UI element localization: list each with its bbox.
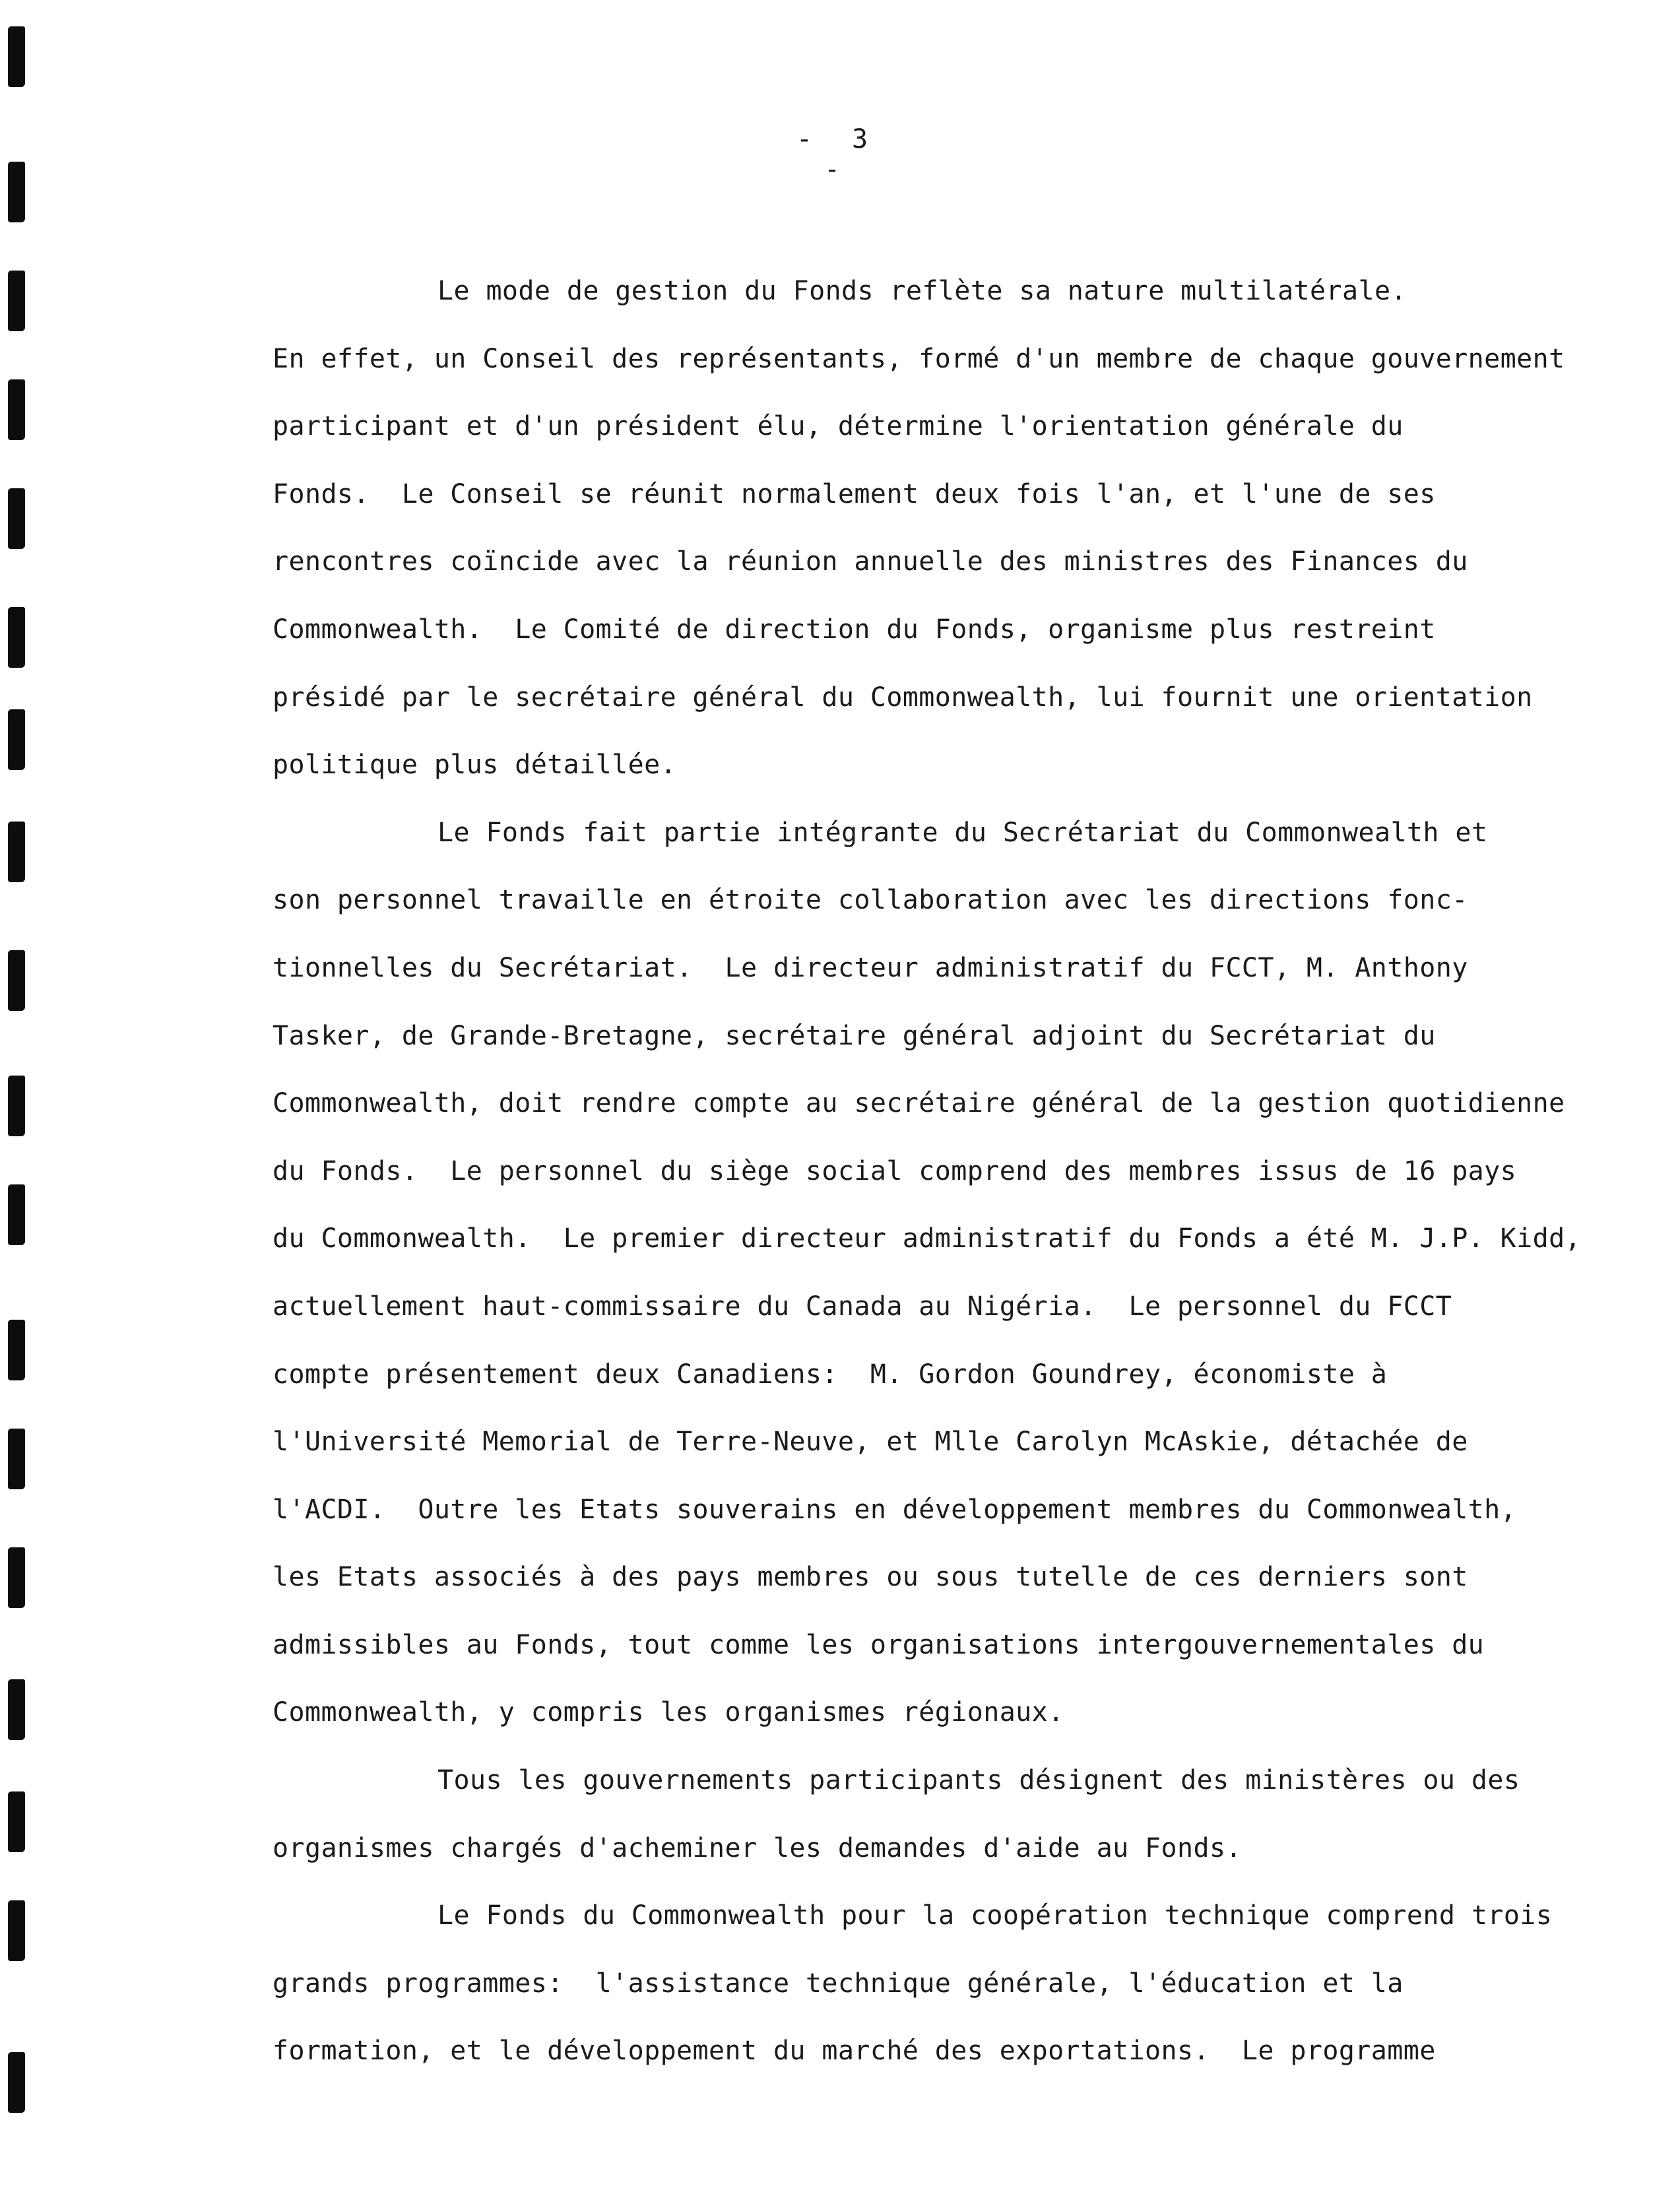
text-line: formation, et le développement du marché des exportations. Le programme (273, 2036, 1436, 2067)
text-line: rencontres coïncide avec la réunion annuelle des ministres des Finances du (273, 546, 1468, 577)
binding-hole-mark (8, 1184, 25, 1245)
text-line: admissibles au Fonds, tout comme les organisations intergouvernementales du (273, 1629, 1485, 1660)
binding-hole-mark (8, 822, 25, 882)
text-line: Le mode de gestion du Fonds reflète sa nature multilatérale. (437, 276, 1407, 306)
text-line: participant et d'un président élu, détermine l'orientation générale du (273, 411, 1404, 442)
text-line: En effet, un Conseil des représentants, formé d'un membre de chaque gouvernement (273, 343, 1565, 374)
binding-hole-mark (8, 1429, 25, 1489)
text-line: du Commonwealth. Le premier directeur administratif du Fonds a été M. J.P. Kidd, (273, 1223, 1582, 1254)
text-line: Le Fonds du Commonwealth pour la coopération technique comprend trois (437, 1900, 1553, 1931)
text-line: Tous les gouvernements participants désignent des ministères ou des (437, 1765, 1520, 1796)
binding-hole-mark (8, 2052, 25, 2113)
binding-hole-mark (8, 271, 25, 331)
text-line: du Fonds. Le personnel du siège social comprend des membres issus de 16 pays (273, 1155, 1517, 1186)
text-line: l'ACDI. Outre les Etats souverains en développement membres du Commonwealth, (273, 1494, 1517, 1525)
text-line: actuellement haut-commissaire du Canada au Nigéria. Le personnel du FCCT (273, 1291, 1452, 1322)
binding-hole-mark (8, 488, 25, 549)
text-line: politique plus détaillée. (273, 750, 677, 781)
text-line: présidé par le secrétaire général du Commonwealth, lui fournit une orientation (273, 682, 1533, 713)
text-line: Commonwealth. Le Comité de direction du Fonds, organisme plus restreint (273, 614, 1436, 645)
text-line: Tasker, de Grande-Bretagne, secrétaire général adjoint du Secrétariat du (273, 1020, 1436, 1051)
text-line: compte présentement deux Canadiens: M. Gordon Goundrey, économiste à (273, 1359, 1388, 1390)
binding-hole-mark (8, 607, 25, 668)
binding-hole-mark (8, 1320, 25, 1380)
text-line: grands programmes: l'assistance technique générale, l'éducation et la (273, 1968, 1404, 1999)
binding-hole-mark (8, 1900, 25, 1961)
binding-hole-mark (8, 1547, 25, 1608)
text-line: Commonwealth, doit rendre compte au secrétaire général de la gestion quotidienne (273, 1088, 1565, 1119)
text-line: l'Université Memorial de Terre-Neuve, et Mlle Carolyn McAskie, détachée de (273, 1427, 1468, 1458)
binding-hole-marks (7, 0, 33, 2194)
binding-hole-mark (8, 379, 25, 440)
binding-hole-mark (8, 709, 25, 770)
text-line: les Etats associés à des pays membres ou sous tutelle de ces derniers sont (273, 1562, 1468, 1593)
page-number: - 3 - (796, 124, 880, 185)
binding-hole-mark (8, 1791, 25, 1852)
binding-hole-mark (8, 1679, 25, 1740)
text-line: Fonds. Le Conseil se réunit normalement deux fois l'an, et l'une de ses (273, 478, 1436, 509)
body-text (273, 257, 1625, 2085)
text-line: Le Fonds fait partie intégrante du Secrétariat du Commonwealth et (437, 817, 1488, 848)
text-line: son personnel travaille en étroite collaboration avec les directions fonc- (273, 885, 1468, 916)
binding-hole-mark (8, 1076, 25, 1136)
binding-hole-mark (8, 950, 25, 1011)
text-line: Commonwealth, y compris les organismes régionaux. (273, 1697, 1064, 1728)
text-line: organismes chargés d'acheminer les demandes d'aide au Fonds. (273, 1832, 1242, 1863)
binding-hole-mark (8, 26, 25, 87)
binding-hole-mark (8, 162, 25, 222)
text-line: tionnelles du Secrétariat. Le directeur administratif du FCCT, M. Anthony (273, 952, 1468, 983)
